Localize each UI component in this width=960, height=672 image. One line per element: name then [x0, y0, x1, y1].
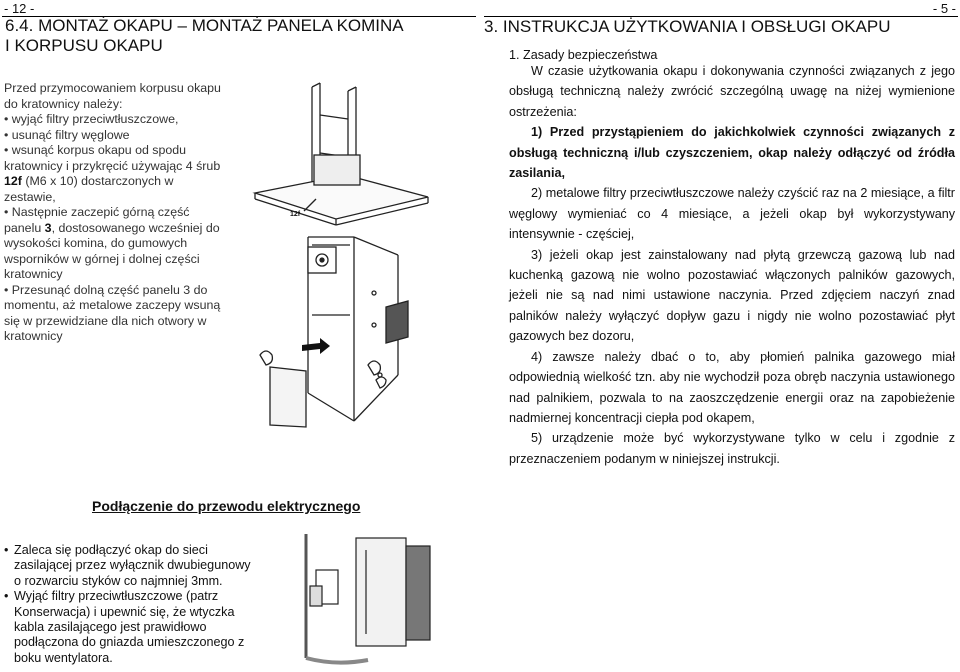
- list-item: • Wyjąć filtry przeciwtłuszczowe (patrz Konserwacja) i upewnić się, że wtyczka kabla zasilającego jest prawidłowo podłączona do gniazda umieszczonego z boku wentylatora.: [4, 589, 254, 666]
- step-line: • wsunąć korpus okapu od spodu: [4, 143, 187, 157]
- intro-line: Przed przymocowaniem korpusu okapu: [4, 81, 221, 95]
- rule-item-3: 3) jeżeli okap jest zainstalowany nad płytą grzewczą gazową lub nad kuchenką gazową nie wolno pozostawiać włączonych palników gazowych, jeżeli nie są nad nimi ustawione naczynia. Przed zdjęciem naczyń znad palników należy wyłączyć dopływ gazu i nigdy nie wolno pozostawiać płyt gazowych bez dozoru,: [509, 247, 955, 344]
- step-line: kratownicy: [4, 329, 63, 343]
- page-number-right: - 5 -: [932, 1, 956, 16]
- step-line: momentu, aż metalowe zaczepy wsuną: [4, 298, 221, 312]
- rule-item-4: 4) zawsze należy dbać o to, aby płomień palnika gazowego miał odpowiednią wielkość tzn. aby nie wychodził poza obręb naczynia ustawionego nad palnikiem, pozwala to na zaoszczędzenie energii oraz na zapobieżenie nadmiernej koncentracji ciepła pod okapem,: [509, 349, 955, 425]
- step-line: zestawie,: [4, 189, 56, 204]
- step-line: się w przewidziane dla nich otwory w: [4, 313, 207, 328]
- list-item: • Zaleca się podłączyć okap do sieci zasilającej przez wyłącznik dwubiegunowy o rozwarciu styków co najmniej 3mm.: [4, 543, 254, 589]
- intro-line: do kratownicy należy:: [4, 96, 123, 111]
- title-line-1: 6.4. MONTAŻ OKAPU – MONTAŻ PANELA KOMINA: [5, 16, 404, 35]
- rule-item-5: 5) urządzenie może być wykorzystywane tylko w celu i zgodnie z przeznaczeniem podanym w niniejszej instrukcji.: [509, 431, 955, 466]
- page-number-left: - 12 -: [4, 1, 35, 16]
- safety-rules: [509, 61, 955, 469]
- section-title: 1. Zasady bezpieczeństwa: [509, 48, 658, 62]
- step-line: • usunąć filtry węglowe: [4, 127, 130, 142]
- step-line: • Następnie zaczepić górną część: [4, 205, 190, 219]
- step-line: wsporników w górnej i dolnej części: [4, 251, 200, 266]
- rule-item-2: 2) metalowe filtry przeciwtłuszczowe należy czyścić raz na 2 miesiące, a filtr węglowy wymieniać co 4 miesiące, a jeżeli okap był wykorzystywany intensywnie - częściej,: [509, 186, 955, 242]
- electrical-subheading: Podłączenie do przewodu elektrycznego: [92, 498, 361, 514]
- step-line: wysokości komina, do gumowych: [4, 236, 188, 250]
- figure-label-12f: 12f: [290, 211, 301, 218]
- arrow-icon: [302, 338, 330, 354]
- step-line: • Przesunąć dolną część panelu 3 do: [4, 282, 208, 297]
- electrical-list: [4, 543, 254, 666]
- step-line: 12f (M6 x 10) dostarczonych w: [4, 174, 174, 188]
- page-title-right: 3. INSTRUKCJA UŻYTKOWANIA I OBSŁUGI OKAPU: [484, 17, 891, 36]
- plug-connection-figure: [298, 530, 438, 670]
- step-line: panelu 3, dostosowanego wcześniej do: [4, 220, 220, 235]
- step-line: kratownicy: [4, 267, 63, 281]
- page-title-left: [5, 16, 404, 56]
- hood-installation-figure: [250, 75, 450, 435]
- rule-item-1: 1) Przed przystąpieniem do jakichkolwiek czynności związanych z obsługą techniczną i/lub czyszczeniem, okap należy odłączyć od źródła zasilania,: [509, 125, 955, 181]
- step-line: kratownicy i przykręcić używając 4 śrub: [4, 158, 221, 173]
- step-line: • wyjąć filtry przeciwtłuszczowe,: [4, 112, 179, 126]
- title-line-2: I KORPUSU OKAPU: [5, 36, 163, 55]
- intro-paragraph: W czasie użytkowania okapu i dokonywania czynności związanych z jego obsługą techniczną należy zwrócić szczególną uwagę na niżej wymienione ostrzeżenia:: [509, 64, 955, 119]
- mounting-instructions: [4, 81, 254, 345]
